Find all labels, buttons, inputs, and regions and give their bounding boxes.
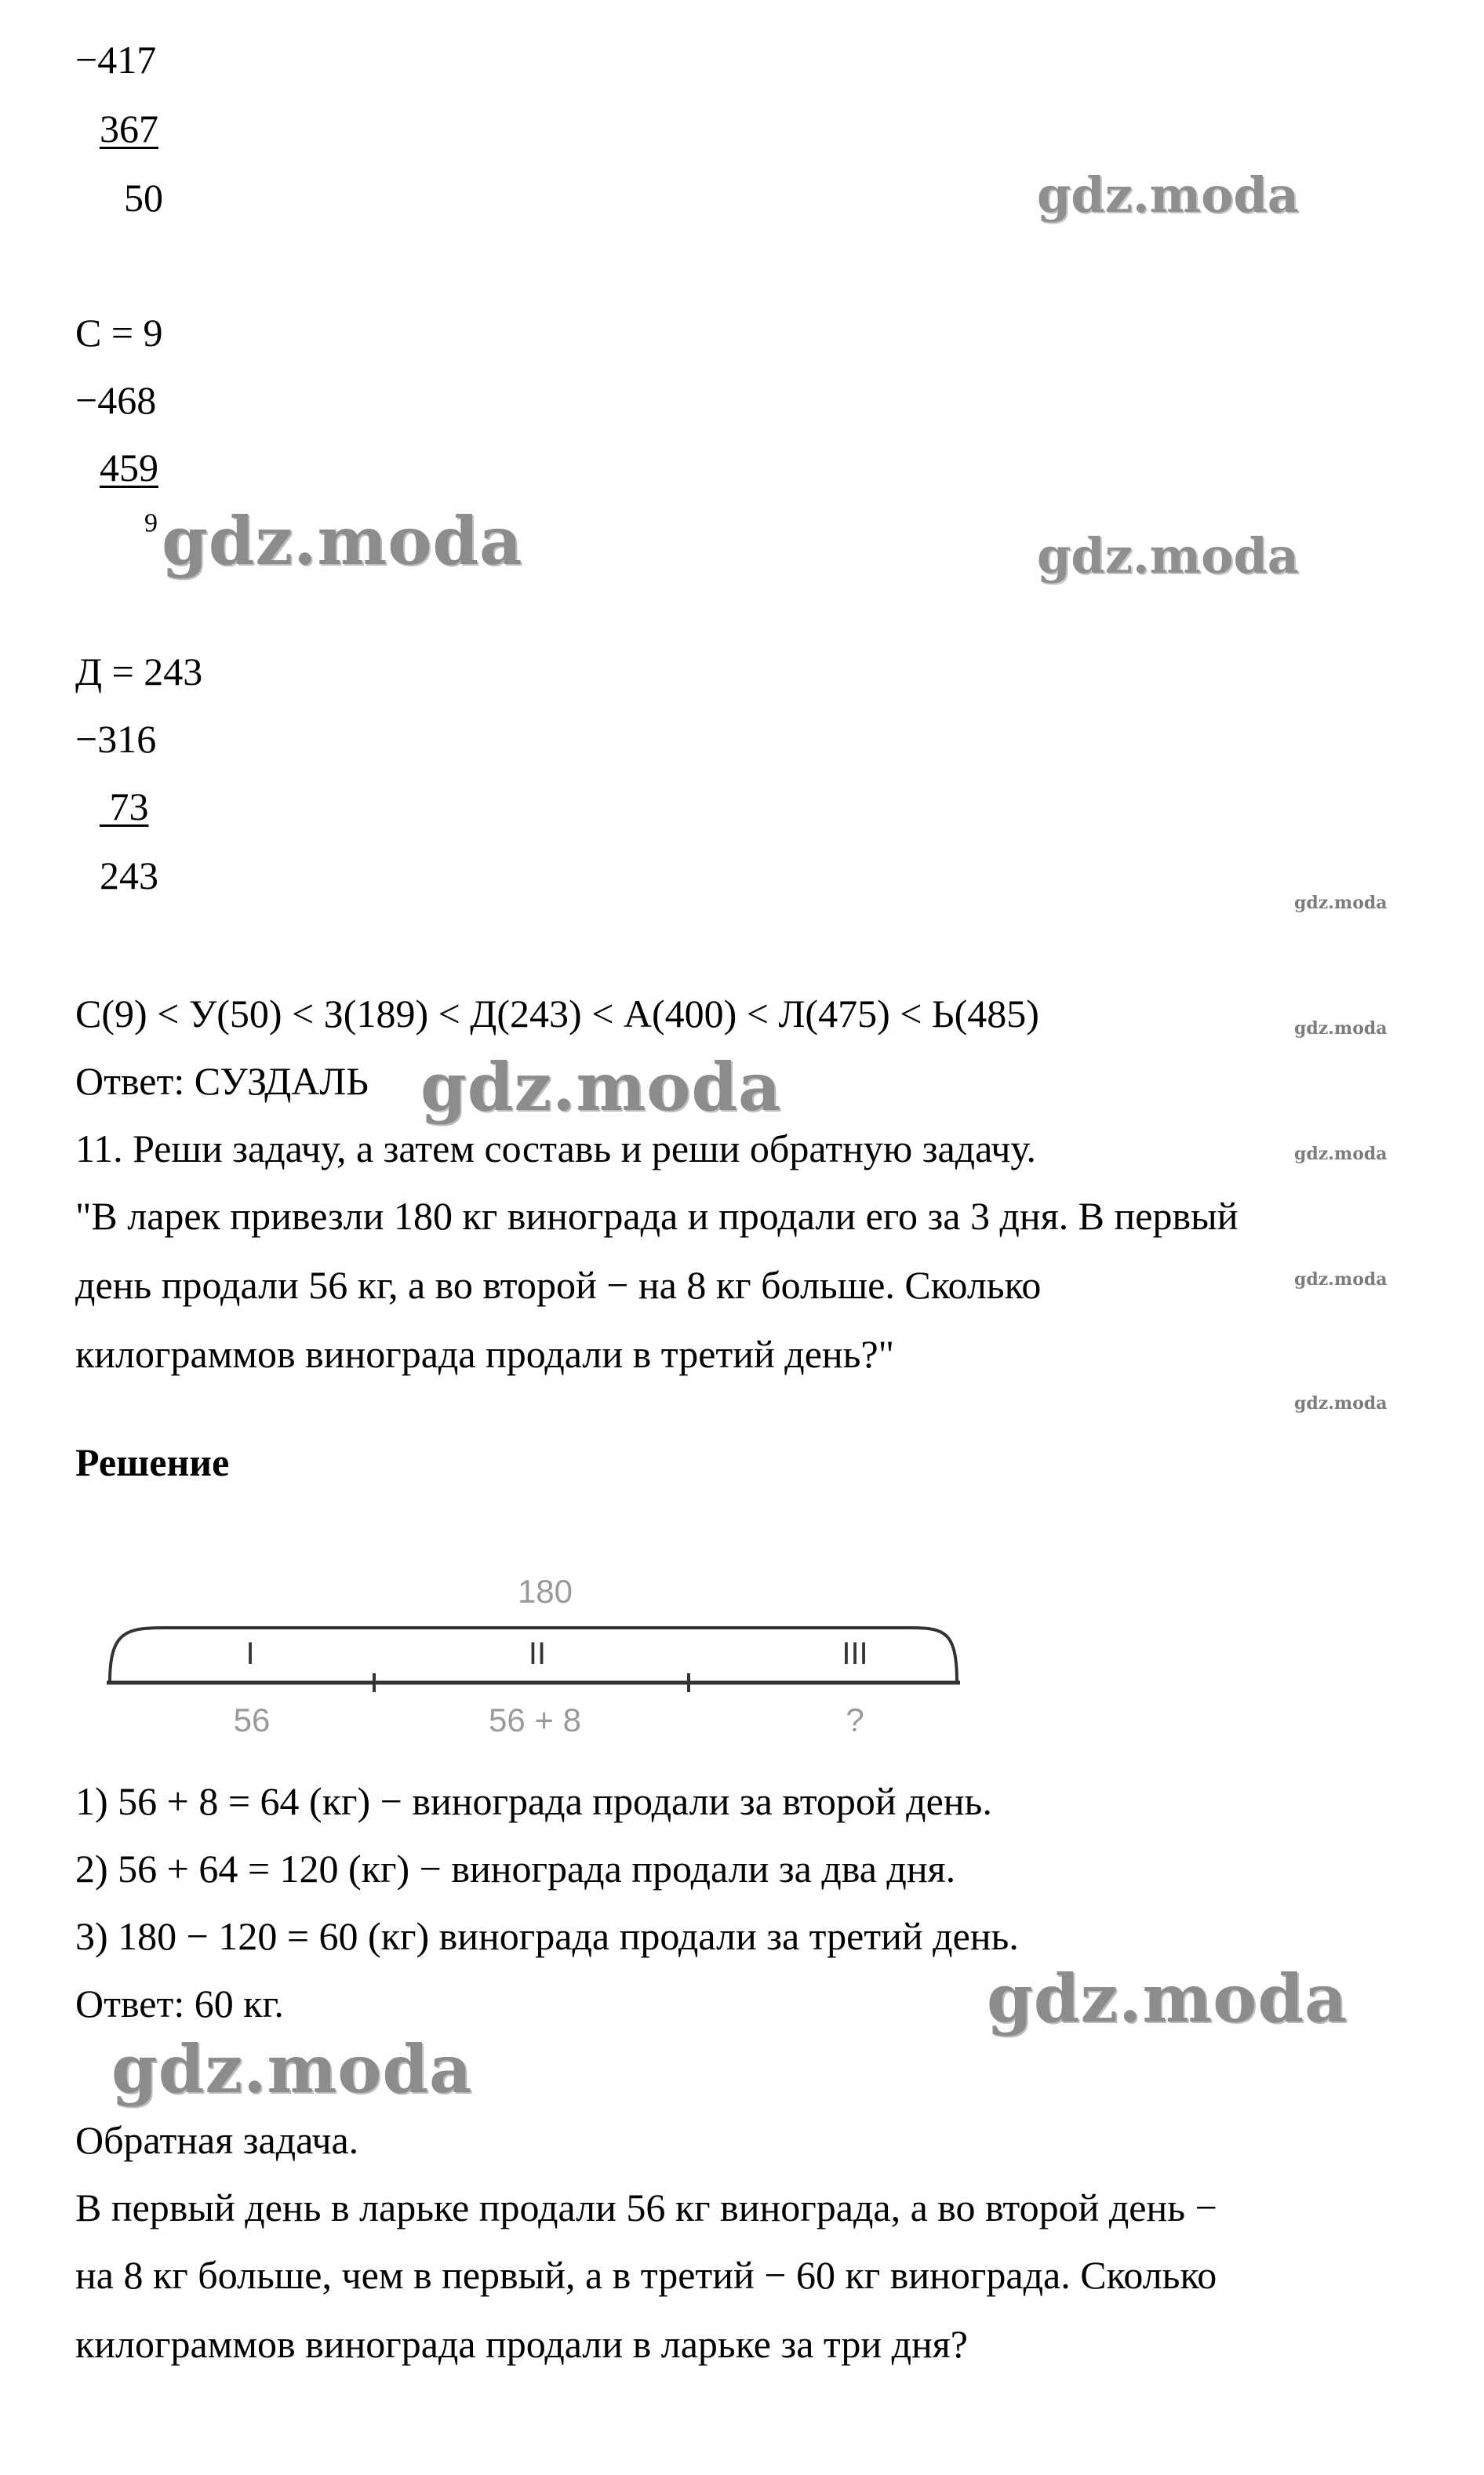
segment-3-label: ? [846,1702,864,1738]
task-line-2: день продали 56 кг, а во второй − на 8 кг больше. Сколько [75,1263,1042,1307]
segment-2-roman: II [528,1636,547,1671]
calc2-result [144,508,158,555]
calc3-subtrahend: 73 [100,784,149,828]
task-title: 11. Реши задачу, а затем составь и реши обратную задачу. [75,1126,1036,1170]
inverse-line-2: на 8 кг больше, чем в первый, а в третий − 60 кг винограда. Сколько [75,2253,1217,2297]
watermark: gdz.moda [420,1048,782,1126]
calc3-result: 243 [100,854,158,897]
calc1-result: 50 [124,176,163,220]
watermark: gdz.moda [1294,1269,1388,1290]
inverse-line-3: килограммов винограда продали в ларьке за три дня? [75,2322,968,2366]
answer-60kg: Ответ: 60 кг. [75,1982,284,2025]
inverse-line-1: В первый день в ларьке продали 56 кг винограда, а во второй день − [75,2186,1217,2229]
segment-1-roman: I [246,1636,255,1671]
watermark: gdz.moda [1294,1018,1388,1039]
watermark: gdz.moda [987,1960,1348,2037]
segment-diagram [94,1557,1020,1745]
solution-heading: Решение [75,1440,230,1484]
calc2-subtrahend: 459 [100,446,158,490]
watermark: gdz.moda [1294,1393,1388,1414]
task-line-1: "В ларек привезли 180 кг винограда и продали его за 3 дня. В первый [75,1194,1238,1238]
solution-step-3: 3) 180 − 120 = 60 (кг) винограда продали за третий день. [75,1914,1019,1958]
segment-2-label: 56 + 8 [489,1702,581,1738]
inverse-title: Обратная задача. [75,2118,359,2162]
segment-3-roman: III [842,1636,868,1671]
letter-ordering: С(9) < У(50) < З(189) < Д(243) < А(400) < Л(475) < Ь(485) [75,992,1039,1035]
calc1-minuend: −417 [75,38,157,82]
watermark: gdz.moda [162,502,523,580]
calc3-minuend: −316 [75,717,157,761]
calc2-result-value: 9 [144,508,158,538]
watermark: gdz.moda [1294,1144,1388,1164]
answer-suzdal: Ответ: СУЗДАЛЬ [75,1059,369,1103]
watermark: gdz.moda [1037,166,1299,224]
segment-1-label: 56 [233,1702,271,1738]
solution-step-2: 2) 56 + 64 = 120 (кг) − винограда продали за два дня. [75,1847,956,1891]
watermark: gdz.moda [1294,893,1388,913]
calc1-subtrahend: 367 [100,107,158,151]
watermark: gdz.moda [111,2030,473,2108]
watermark: gdz.moda [1037,527,1299,584]
task-line-3: килограммов винограда продали в третий день?" [75,1332,895,1376]
c-value: С = 9 [75,311,163,355]
d-value: Д = 243 [75,650,203,693]
calc2-minuend: −468 [75,378,157,422]
diagram-total-label: 180 [517,1573,573,1610]
solution-step-1: 1) 56 + 8 = 64 (кг) − винограда продали за второй день. [75,1779,992,1823]
